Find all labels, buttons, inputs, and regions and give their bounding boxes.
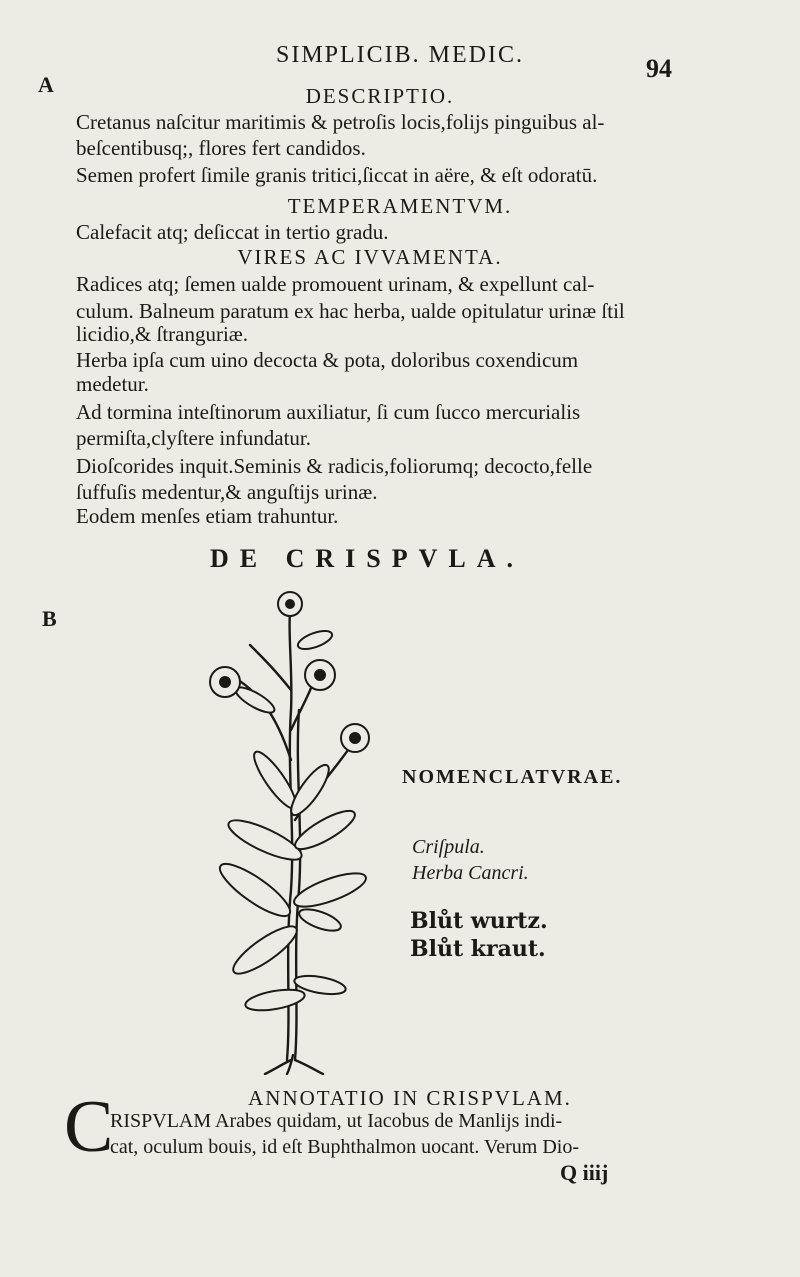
chapter-title: DE CRISPVLA. (210, 544, 525, 573)
heading-temperamentum: TEMPERAMENTVM. (287, 194, 513, 218)
signature-mark: Q iiij (560, 1160, 609, 1185)
text-line: cat, oculum bouis, id eſt Buphthalmon uocant. Verum Dio- (110, 1136, 580, 1158)
text-line: Ad tormina inteſtinorum auxiliatur, ſi cum ſucco mercurialis (76, 400, 581, 424)
text-line: Eodem menſes etiam trahuntur. (76, 504, 339, 528)
nomenclatura-heading: NOMENCLATVRAE. (402, 766, 623, 788)
text-line: ſuffuſis medentur,& anguſtijs urinæ. (76, 480, 378, 504)
heading-descriptio: DESCRIPTIO. (305, 84, 455, 108)
margin-letter-a: A (38, 72, 54, 97)
text-line: Calefacit atq; deſiccat in tertio gradu. (76, 220, 389, 244)
drop-cap: C (64, 1086, 114, 1168)
text-line: beſcentibusq;, flores fert candidos. (76, 136, 366, 160)
german-name: Blůt kraut. (410, 936, 546, 962)
text-line: Dioſcorides inquit.Seminis & radicis,foliorumq; decocto,felle (76, 454, 593, 478)
text-line: licidio,& ſtranguriæ. (76, 322, 249, 346)
text-line: Herba ipſa cum uino decocta & pota, doloribus coxendicum (76, 348, 579, 372)
plant-woodcut-illustration (195, 590, 395, 1075)
text-line: Cretanus naſcitur maritimis & petroſis locis,folijs pinguibus al- (76, 110, 605, 134)
text-line: medetur. (76, 372, 149, 396)
latin-name: Criſpula. (412, 836, 485, 858)
text-line: culum. Balneum paratum ex hac herba, ualde opitulatur urinæ ſtil (76, 299, 625, 323)
german-name: Blůt wurtz. (410, 908, 548, 934)
text-line: Semen profert ſimile granis tritici,ſiccat in aëre, & eſt odoratū. (76, 163, 598, 187)
latin-name: Herba Cancri. (412, 862, 529, 884)
text-line: RISPVLAM Arabes quidam, ut Iacobus de Manlijs indi- (110, 1110, 563, 1132)
heading-vires: VIRES AC IVVAMENTA. (237, 245, 503, 269)
annotatio-heading: ANNOTATIO IN CRISPVLAM. (248, 1086, 572, 1110)
text-line: permiſta,clyſtere infundatur. (76, 426, 311, 450)
folio-number: 94 (646, 54, 672, 83)
running-head: SIMPLICIB. MEDIC. (275, 42, 525, 68)
margin-letter-b: B (42, 606, 57, 631)
text-line: Radices atq; ſemen ualde promouent urinam, & expellunt cal- (76, 272, 595, 296)
